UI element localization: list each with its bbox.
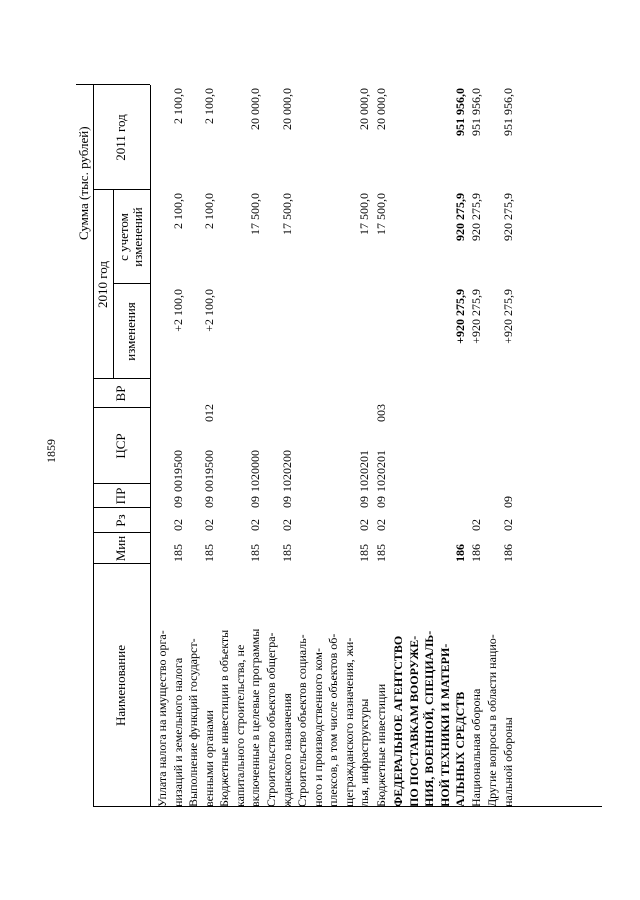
row-name-line: АЛЬНЫХ СРЕДСТВ [453,691,467,807]
row-min: 185 [357,544,371,562]
row-csr: 1020201 [374,450,388,492]
row-with-changes: 920 275,9 [500,193,515,241]
row-name-line: Другие вопросы в области нацио- [485,634,499,807]
row-with-changes: 2 100,0 [170,193,185,229]
header-csr: ЦСР [113,433,128,459]
row-rz: 02 [374,519,388,531]
row-rz: 02 [170,519,185,531]
row-min: 185 [279,544,294,562]
header-with-changes-1: с учетом [116,213,131,261]
row-name-line: ного и производственного ком- [310,648,325,807]
row-changes: +920 275,9 [453,289,467,344]
row-y2011: 951 956,0 [500,88,515,136]
row-rz: 02 [469,519,483,531]
row-with-changes: 2 100,0 [201,193,216,229]
row-min: 186 [500,544,515,562]
row-name [391,564,469,807]
page-number: 1859 [44,439,58,463]
row-name [155,564,186,807]
row-changes: +920 275,9 [469,289,483,344]
header-changes: изменения [123,302,138,361]
row-csr: 1020000 [248,450,262,492]
row-y2011: 20 000,0 [374,88,388,130]
row-y2011: 2 100,0 [170,88,185,124]
row-min: 185 [201,544,216,562]
row-csr: 1020200 [279,450,294,492]
header-2010: 2010 год [95,261,110,308]
row-name [295,564,373,807]
row-name-line: ФЕДЕРАЛЬНОЕ АГЕНТСТВО [391,635,405,807]
row-rz: 02 [500,519,515,531]
row-csr: 0019500 [201,450,216,492]
row-y2011: 951 956,0 [469,88,483,136]
row-pr: 09 [374,496,388,508]
row-with-changes: 17 500,0 [279,193,294,235]
row-pr: 09 [170,496,185,508]
row-pr: 09 [500,496,515,508]
row-y2011: 20 000,0 [279,88,294,130]
header-with-changes-2: изменений [130,207,145,267]
row-name [469,564,485,807]
row-y2011: 2 100,0 [201,88,216,124]
row-name [217,564,264,807]
row-changes: +920 275,9 [500,289,515,344]
row-csr: 0019500 [170,450,185,492]
row-changes: +2 100,0 [170,289,185,332]
row-name-line: НИЯ, ВОЕННОЙ, СПЕЦИАЛЬ- [422,630,436,807]
row-with-changes: 17 500,0 [374,193,388,235]
row-name-line: Выполнение функций государст- [186,638,200,807]
row-min: 186 [453,544,467,562]
row-name-line: Бюджетные инвестиции [374,683,388,807]
row-name-line: венными органами [201,710,216,807]
row-vr: 003 [374,404,388,422]
row-pr: 09 [357,496,371,508]
row-rz: 02 [357,519,371,531]
row-name-line: ПО ПОСТАВКАМ ВООРУЖЕ- [406,635,421,807]
row-name-line: Строительство объектов социаль- [295,634,309,807]
row-with-changes: 17 500,0 [248,193,262,235]
row-name-line: лья, инфраструктуры [357,698,371,807]
row-with-changes: 17 500,0 [357,193,371,235]
row-with-changes: 920 275,9 [469,193,483,241]
row-y2011: 951 956,0 [453,88,467,136]
row-csr: 1020201 [357,450,371,492]
row-min: 186 [469,544,483,562]
row-name-line: нальной обороны [500,717,515,807]
row-name-line: включенные в целевые программы [248,628,262,807]
row-name-line: жданского назначения [279,693,294,807]
row-y2011: 20 000,0 [248,88,262,130]
row-min: 185 [248,544,262,562]
row-name [374,564,390,807]
row-name-line: НОЙ ТЕХНИКИ И МАТЕРИ- [437,643,452,807]
row-name-line: Уплата налога на имущество орга- [155,630,169,807]
header-min: Мин [113,535,128,562]
row-changes: +2 100,0 [201,289,216,332]
row-name-line: Национальная оборона [469,688,483,807]
row-pr: 09 [201,496,216,508]
header-rz: Рз [113,514,128,527]
row-name-line: Бюджетные инвестиции в объекты [217,629,231,807]
row-pr: 09 [248,496,262,508]
row-rz: 02 [279,519,294,531]
row-rz: 02 [201,519,216,531]
row-name-line: капитального строительства, не [232,644,247,807]
row-y2011: 20 000,0 [357,88,371,130]
row-name [485,564,516,807]
amount-caption: Сумма (тыс. рублей) [76,126,91,240]
row-pr: 09 [279,496,294,508]
row-name-line: щегражданского назначения, жи- [341,637,356,807]
row-name-line: Строительство объектов общегра- [264,632,278,807]
row-name [186,564,217,807]
header-pr: ПР [113,487,128,505]
row-name-line: низаций и земельного налога [170,657,185,807]
row-min: 185 [374,544,388,562]
row-name [264,564,295,807]
row-min: 185 [170,544,185,562]
row-vr: 012 [201,404,216,422]
header-2011: 2011 год [113,114,128,161]
header-vr: ВР [113,385,128,402]
row-name-line: плексов, в том числе объектов об- [326,633,340,807]
row-with-changes: 920 275,9 [453,193,467,241]
row-rz: 02 [248,519,262,531]
header-name: Наименование [113,645,128,726]
